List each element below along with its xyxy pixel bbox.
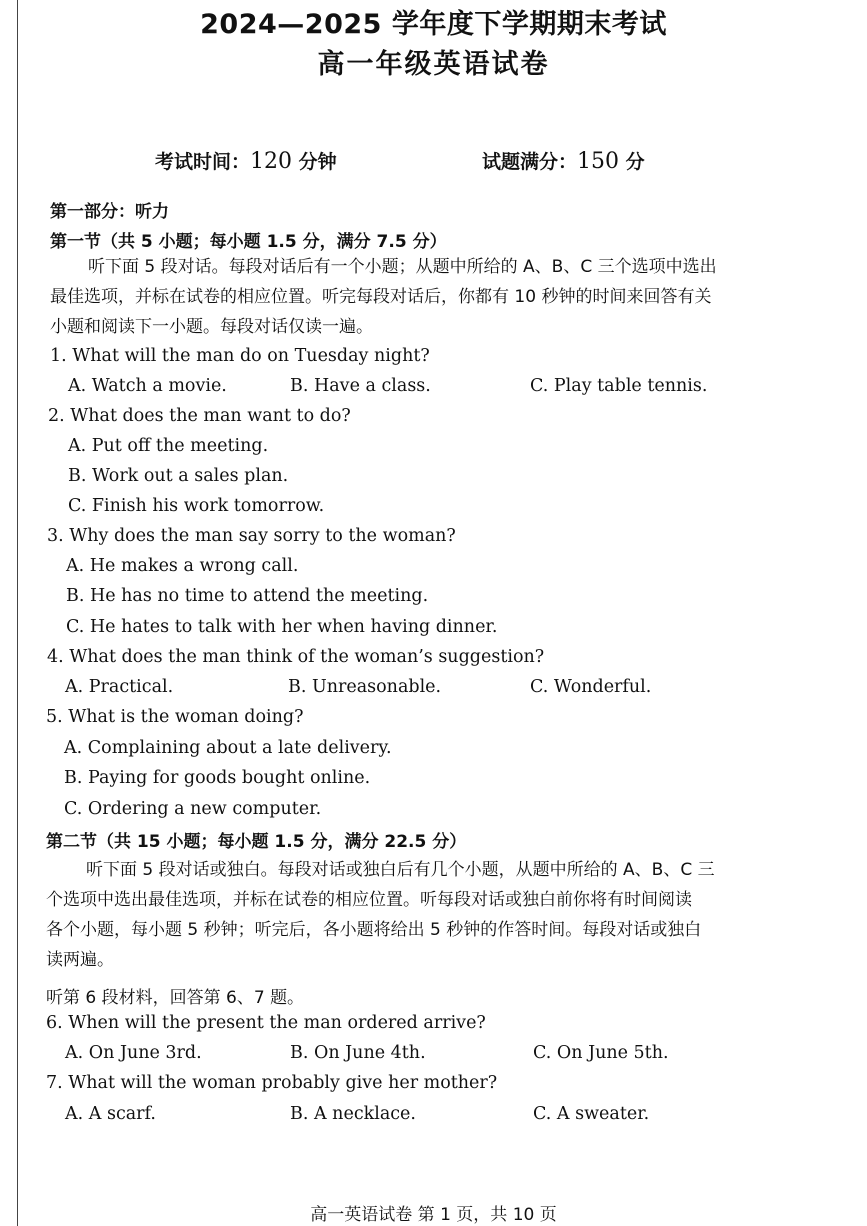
question-option: A. He makes a wrong call. (66, 556, 299, 576)
question-option: B. On June 4th. (290, 1043, 426, 1063)
time-label: 考试时间： (155, 151, 251, 173)
section2-title: 第二节（共 15 小题；每小题 1.5 分，满分 22.5 分） (46, 832, 467, 852)
question-option: A. A scarf. (65, 1104, 156, 1124)
question-option: A. Complaining about a late delivery. (64, 738, 392, 758)
left-margin-line (17, 0, 18, 1226)
question-option: A. Put off the meeting. (68, 436, 269, 456)
question-option: A. Practical. (65, 677, 174, 697)
question-stem: 2. What does the man want to do? (48, 406, 351, 426)
exam-title: 2024—2025 学年度下学期期末考试 (200, 9, 667, 40)
score-value: 150 (577, 149, 620, 174)
instruction-line: 读两遍。 (46, 950, 114, 970)
time-unit: 分钟 (298, 151, 337, 173)
question-option: A. Watch a movie. (68, 376, 227, 396)
question-option: B. Work out a sales plan. (68, 466, 289, 486)
exam-score (482, 147, 645, 174)
question-option: A. On June 3rd. (65, 1043, 202, 1063)
instruction-line: 最佳选项，并标在试卷的相应位置。听完每段对话后，你都有 10 秒钟的时间来回答有关 (50, 287, 712, 307)
score-label: 试题满分： (482, 151, 578, 173)
instruction-line: 听下面 5 段对话。每段对话后有一个小题；从题中所给的 A、B、C 三个选项中选出 (88, 257, 717, 277)
question-option: C. Ordering a new computer. (64, 799, 322, 819)
question-option: C. A sweater. (533, 1104, 650, 1124)
question-option: B. Unreasonable. (288, 677, 442, 697)
question-option: B. Have a class. (290, 376, 431, 396)
section1-title: 第一节（共 5 小题；每小题 1.5 分，满分 7.5 分） (50, 232, 447, 252)
section2-instructions (46, 855, 715, 975)
instruction-line: 各个小题，每小题 5 秒钟；听完后，各小题将给出 5 秒钟的作答时间。每段对话或独白 (46, 920, 702, 940)
question-stem: 6. When will the present the man ordered arrive? (46, 1013, 486, 1033)
question-stem: 1. What will the man do on Tuesday night? (50, 346, 430, 366)
question-option: C. Finish his work tomorrow. (68, 496, 325, 516)
question-option: B. He has no time to attend the meeting. (66, 586, 429, 606)
question-option: C. He hates to talk with her when having dinner. (66, 617, 498, 637)
question-stem: 5. What is the woman doing? (46, 707, 304, 727)
time-value: 120 (250, 149, 293, 174)
instruction-line: 个选项中选出最佳选项，并标在试卷的相应位置。听每段对话或独白前你将有时间阅读 (46, 890, 692, 910)
section1-instructions (50, 252, 717, 342)
question-option: C. Play table tennis. (530, 376, 708, 396)
question-stem: 3. Why does the man say sorry to the woman? (47, 526, 456, 546)
material-note: 听第 6 段材料，回答第 6、7 题。 (46, 988, 305, 1008)
instruction-line: 小题和阅读下一小题。每段对话仅读一遍。 (50, 317, 373, 337)
score-unit: 分 (625, 151, 645, 173)
question-option: B. A necklace. (290, 1104, 416, 1124)
page-footer: 高一英语试卷 第 1 页，共 10 页 (310, 1205, 557, 1225)
exam-subtitle: 高一年级英语试卷 (317, 49, 550, 80)
question-option: C. On June 5th. (533, 1043, 669, 1063)
question-option: C. Wonderful. (530, 677, 652, 697)
question-stem: 4. What does the man think of the woman’s suggestion? (47, 647, 545, 667)
question-stem: 7. What will the woman probably give her mother? (46, 1073, 498, 1093)
question-option: B. Paying for goods bought online. (64, 768, 371, 788)
exam-time (155, 147, 337, 174)
part-title: 第一部分：听力 (50, 202, 169, 222)
instruction-line: 听下面 5 段对话或独白。每段对话或独白后有几个小题，从题中所给的 A、B、C 三 (86, 860, 715, 880)
